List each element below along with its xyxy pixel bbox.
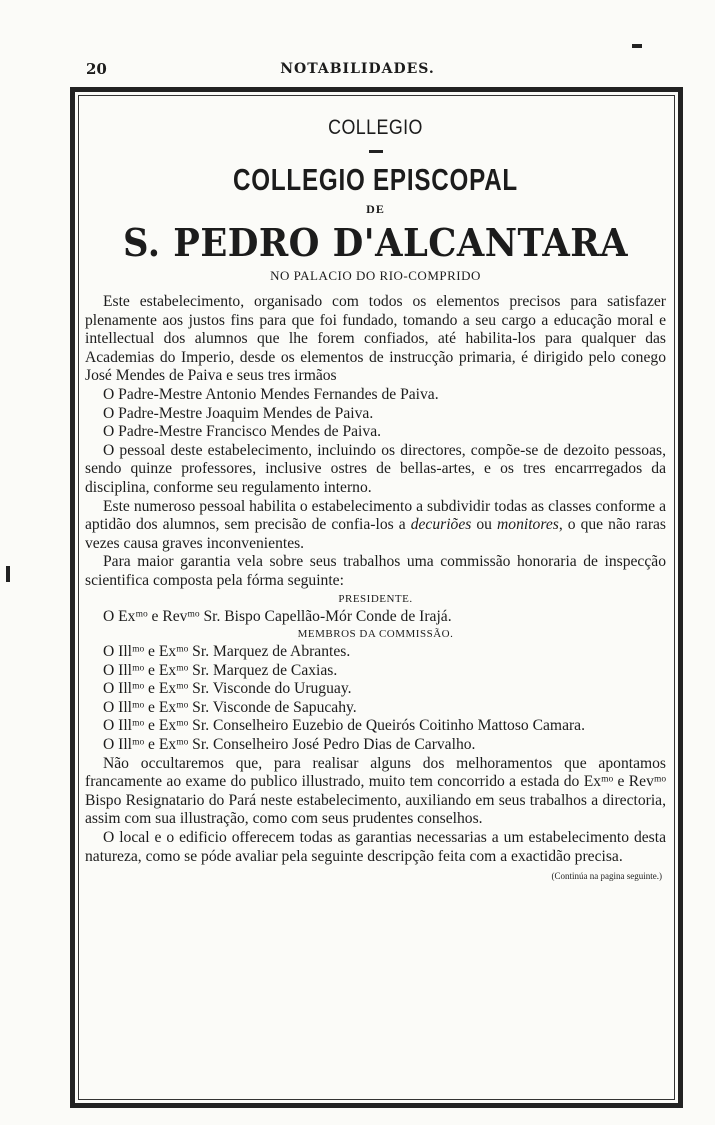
member-line: O Illᵐᵒ e Exᵐᵒ Sr. Conselheiro Euzebio de Queirós Coitinho Mattoso Camara. xyxy=(103,717,585,735)
heading-de: DE xyxy=(366,202,385,216)
member-line: O Illᵐᵒ e Exᵐᵒ Sr. Marquez de Abrantes. xyxy=(103,643,351,661)
advertisement-content xyxy=(85,116,666,883)
numeroso-paragraph xyxy=(85,498,666,554)
member-line: O Illᵐᵒ e Exᵐᵒ Sr. Visconde de Sapucahy. xyxy=(103,698,357,716)
member-line: O Illᵐᵒ e Exᵐᵒ Sr. Visconde do Uruguay. xyxy=(103,680,352,698)
heading-collegio: COLLEGIO xyxy=(328,116,423,139)
presidente-heading: PRESIDENTE. xyxy=(338,592,413,605)
ink-mark xyxy=(632,44,642,48)
heading-location: NO PALACIO DO RIO-COMPRIDO xyxy=(270,268,481,283)
continued-note: (Continúa na pagina seguinte.) xyxy=(551,871,662,882)
running-title: NOTABILIDADES. xyxy=(280,61,435,77)
member-line: O Illᵐᵒ e Exᵐᵒ Sr. Marquez de Caxias. xyxy=(103,661,338,679)
padre-line: O Padre-Mestre Antonio Mendes Fernandes de Paiva. xyxy=(103,385,439,403)
presidente-line: O Exᵐᵒ e Revᵐᵒ Sr. Bispo Capellão-Mór Conde de Irajá. xyxy=(103,607,452,625)
decurioes-term: decuriões xyxy=(410,516,472,534)
occultaremos-paragraph: Não occultaremos que, para realisar alguns dos melhoramentos que apontamos francamente ao exame do publico illustrado, muito tem concorrido a estada do Exᵐᵒ e Revᵐᵒ Bispo Resignatario do Pará neste estabelecimento, auxiliando em seus trabalhos a directoria, assim com sua illustração, como com seus prudentes conselhos. xyxy=(85,754,666,828)
page-number: 20 xyxy=(86,60,107,78)
monitores-term: monitores xyxy=(497,516,559,534)
garantia-paragraph: Para maior garantia vela sobre seus trabalhos uma commissão honoraria de inspecção scientifica composta pela fórma seguinte: xyxy=(85,553,666,589)
margin-mark xyxy=(6,566,10,582)
heading-collegio-episcopal: COLLEGIO EPISCOPAL xyxy=(233,162,518,197)
pessoal-paragraph: O pessoal deste estabelecimento, incluindo os directores, compõe-se de dezoito pessoas, sendo quinze professores, inclusive ostres de bellas-artes, e os tres encarrregados da disciplina, conforme seu regulamento interno. xyxy=(85,441,666,496)
numeroso-text-b: ou xyxy=(471,516,498,534)
membros-heading: MEMBROS DA COMMISSÃO. xyxy=(297,628,454,641)
numeroso-text-a: Este numeroso pessoal habilita o estabelecimento a subdividir todas as classes conforme a aptidão dos alumnos, sem precisão de confia-los a xyxy=(85,497,666,534)
advertisement-frame xyxy=(70,87,683,1108)
heading-divider xyxy=(369,150,383,153)
heading-s-pedro: S. PEDRO D'ALCANTARA xyxy=(123,220,628,265)
intro-paragraph: Este estabelecimento, organisado com todos os elementos precisos para satisfazer plenamente aos justos fins para que foi fundado, tomando a seu cargo a educação moral e intellectual dos alumnos que lhe forem confiados, até habilita-los para qualquer das Academias do Imperio, desde os elementos de instrucção primaria, é dirigido pelo conego José Mendes de Paiva e seus tres irmãos xyxy=(85,293,666,385)
padre-line: O Padre-Mestre Joaquim Mendes de Paiva. xyxy=(103,404,374,422)
padre-line: O Padre-Mestre Francisco Mendes de Paiva. xyxy=(103,423,382,441)
local-paragraph: O local e o edificio offerecem todas as garantias necessarias a um estabelecimento desta natureza, como se póde avaliar pela seguinte descripção feita com a exactidão precisa. xyxy=(85,829,666,865)
numeroso-text-c: , o que não raras vezes causa graves inconvenientes. xyxy=(85,516,666,552)
member-line: O Illᵐᵒ e Exᵐᵒ Sr. Conselheiro José Pedro Dias de Carvalho. xyxy=(103,736,476,754)
